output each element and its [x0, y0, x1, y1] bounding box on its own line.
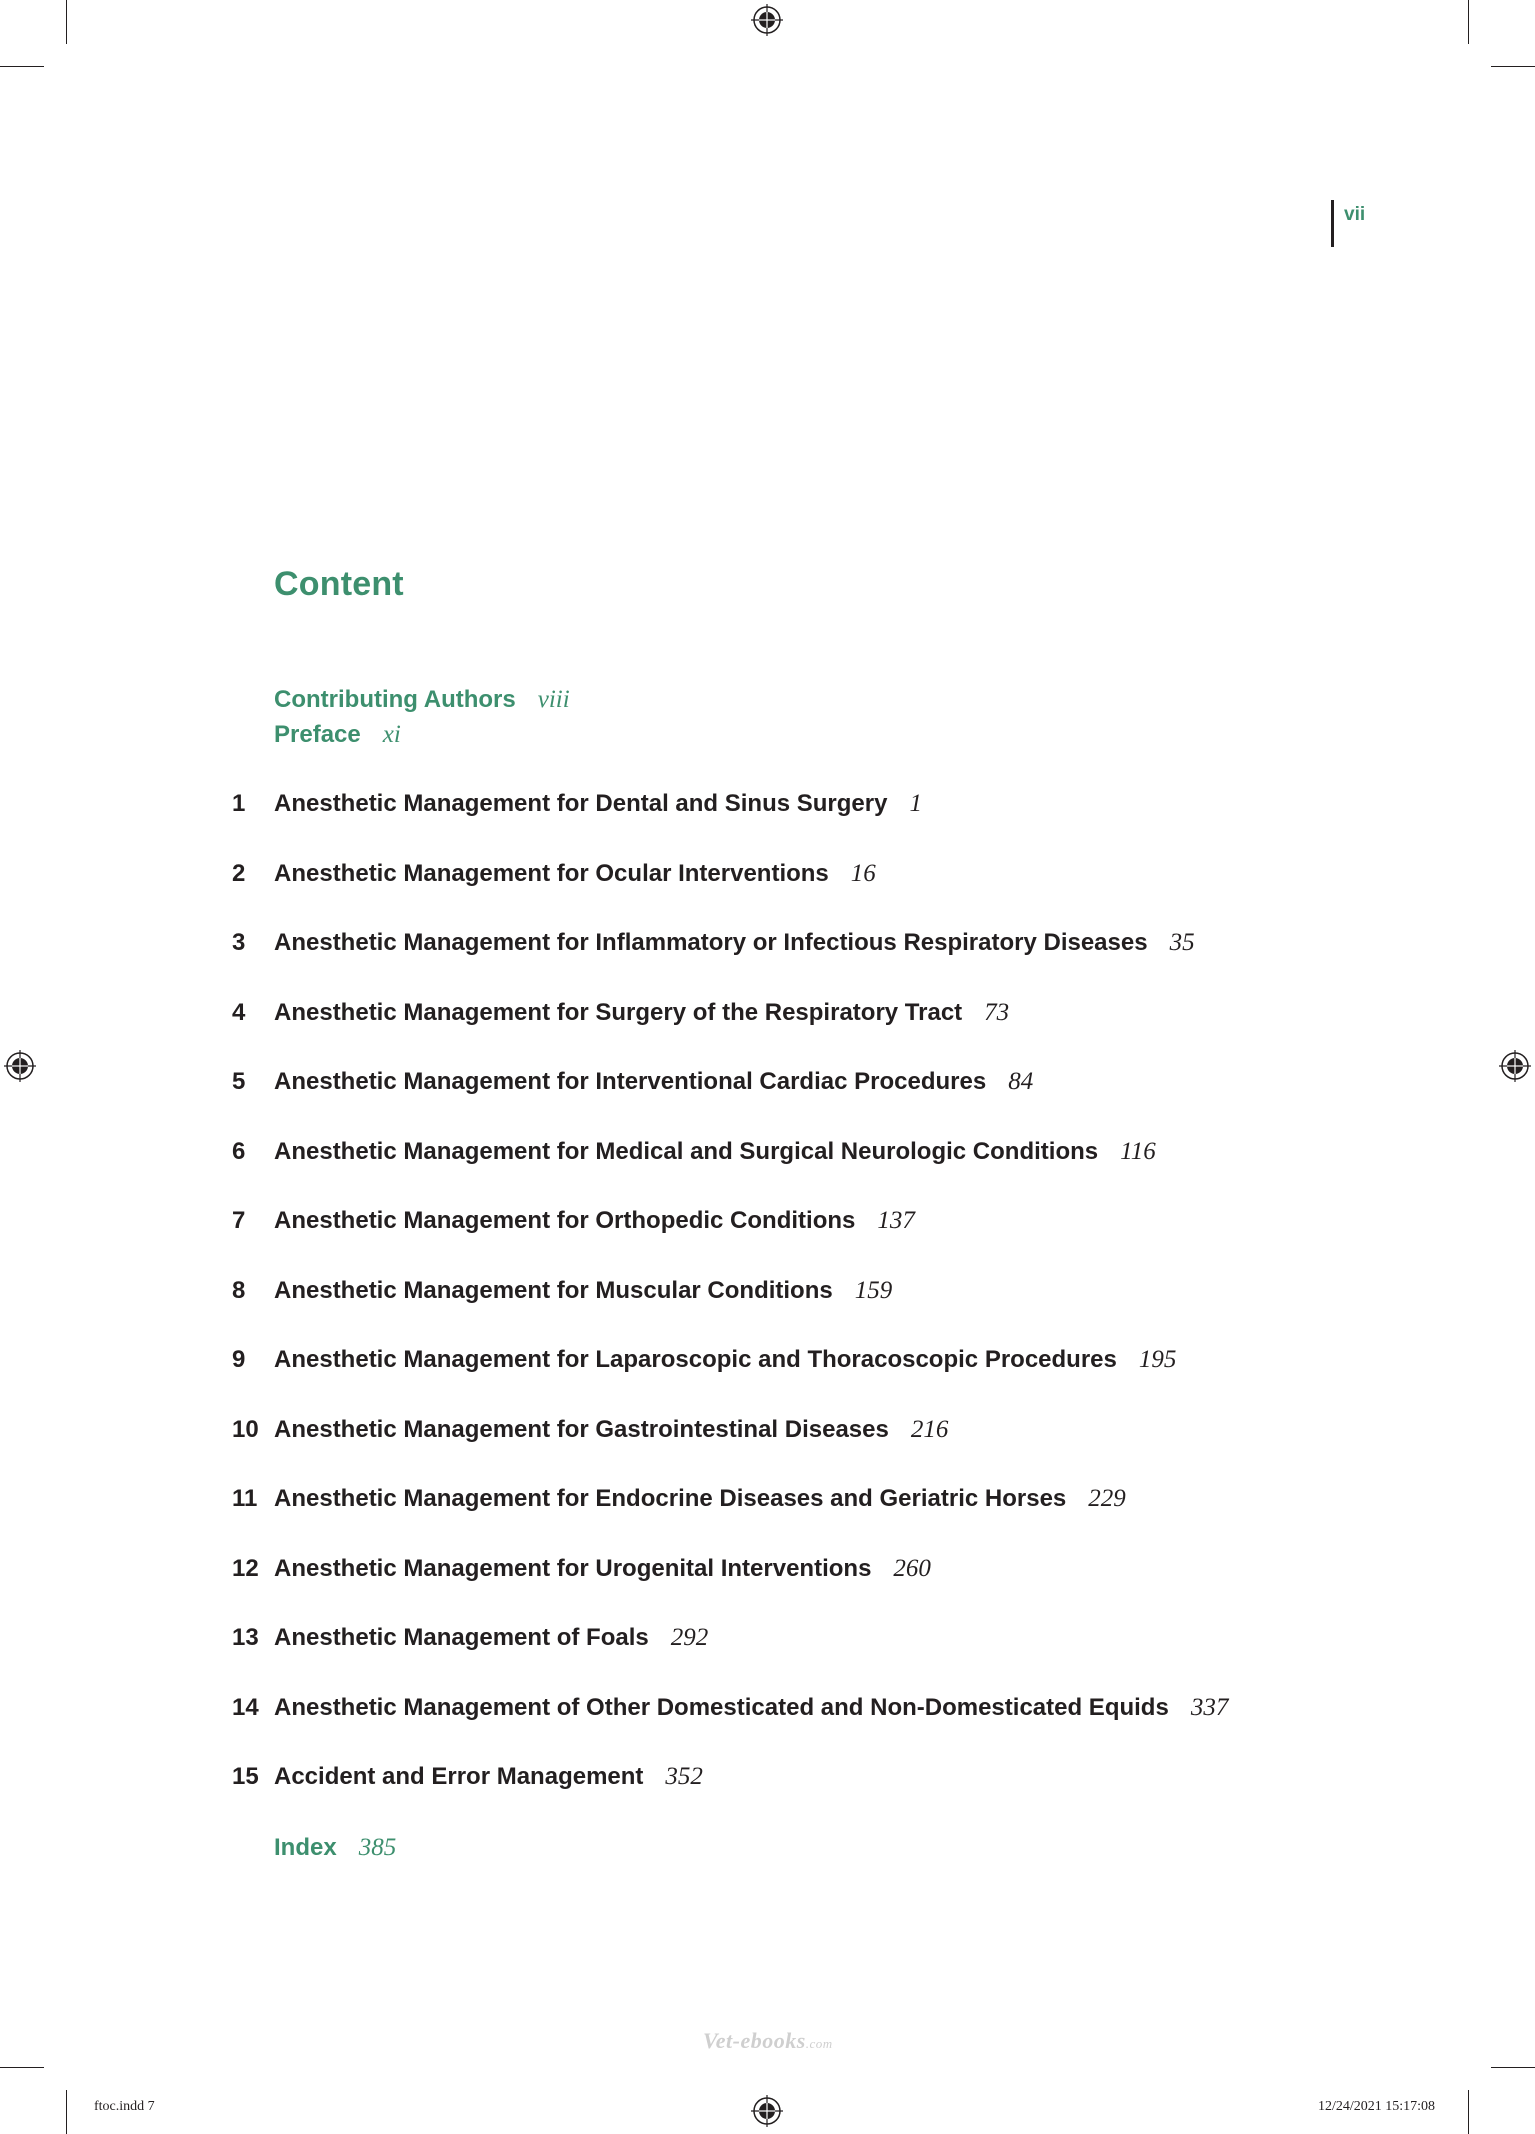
chapter-page: 337: [1190, 1693, 1229, 1721]
chapter-title: Anesthetic Management for Medical and Surgical Neurologic Conditions: [274, 1137, 1099, 1165]
running-head: [1331, 200, 1365, 247]
slug-filename: ftoc.indd 7: [94, 2099, 155, 2114]
watermark-text: Vet-ebooks: [703, 2028, 806, 2053]
chapter-number: 7: [232, 1207, 246, 1234]
registration-mark-icon: [1499, 1050, 1531, 1082]
chapter-title: Anesthetic Management for Surgery of the Respiratory Tract: [274, 998, 963, 1026]
chapter-number: 14: [232, 1693, 259, 1721]
chapter-title: Accident and Error Management: [274, 1763, 644, 1790]
toc-entry-label: Contributing Authors: [274, 686, 516, 713]
chapter-title: Anesthetic Management of Other Domesticated and Non-Domesticated Equids: [274, 1693, 1169, 1721]
chapter-title: Anesthetic Management for Endocrine Diseases and Geriatric Horses: [274, 1485, 1067, 1512]
chapter-title: Anesthetic Management for Interventional Cardiac Procedures: [274, 1068, 987, 1095]
chapter-page: 352: [665, 1763, 703, 1790]
chapter-page: 35: [1169, 929, 1195, 956]
chapter-number: 1: [232, 790, 246, 817]
chapter-title: Anesthetic Management for Gastrointestinal Diseases: [274, 1415, 889, 1443]
crop-mark-bottom-left: [0, 2067, 44, 2068]
crop-mark-top-left: [66, 0, 67, 44]
chapter-page: 16: [850, 859, 876, 887]
chapter-page: 116: [1120, 1137, 1156, 1165]
chapter-page: 1: [909, 790, 922, 817]
toc-entry-index[interactable]: [274, 1830, 396, 1869]
page-title: Content: [274, 565, 404, 603]
front-matter-list: [274, 682, 570, 752]
chapter-number: 11: [232, 1485, 258, 1512]
watermark-logo: [703, 2028, 833, 2054]
chapter-page: 260: [893, 1554, 931, 1582]
chapter-page: 73: [984, 998, 1010, 1026]
chapter-number: 8: [232, 1276, 246, 1304]
toc-entry-page: viii: [537, 686, 570, 713]
crop-mark-bottom-right: [1491, 2067, 1535, 2068]
chapter-number: 9: [232, 1346, 246, 1373]
toc-entry-contributing-authors[interactable]: [274, 682, 570, 717]
chapter-page: 137: [877, 1207, 915, 1234]
chapter-title: Anesthetic Management for Inflammatory or Infectious Respiratory Diseases: [274, 929, 1148, 956]
chapter-page: 292: [670, 1624, 709, 1651]
chapter-title: Anesthetic Management of Foals: [274, 1624, 649, 1651]
crop-mark-top-right: [1468, 0, 1469, 44]
chapter-number: 2: [232, 859, 246, 887]
chapter-page: 84: [1008, 1068, 1034, 1095]
chapter-title: Anesthetic Management for Muscular Conditions: [274, 1276, 833, 1304]
chapter-number: 12: [232, 1554, 259, 1582]
chapter-page: 229: [1088, 1485, 1126, 1512]
chapter-title: Anesthetic Management for Orthopedic Conditions: [274, 1207, 856, 1234]
registration-mark-icon: [751, 2095, 783, 2127]
toc-entry-page: 385: [358, 1834, 397, 1861]
registration-mark-icon: [4, 1050, 36, 1082]
toc-entry-label: Index: [274, 1834, 337, 1861]
chapter-title: Anesthetic Management for Urogenital Interventions: [274, 1554, 872, 1582]
chapter-title: Anesthetic Management for Ocular Interventions: [274, 859, 829, 887]
slug-timestamp: 12/24/2021 15:17:08: [1317, 2099, 1435, 2114]
chapter-page: 159: [854, 1276, 893, 1304]
toc-entry-page: xi: [382, 721, 401, 748]
chapter-number: 15: [232, 1763, 259, 1790]
chapter-number: 3: [232, 929, 246, 956]
chapter-title: Anesthetic Management for Dental and Sinus Surgery: [274, 790, 888, 817]
crop-mark-top-left: [0, 66, 44, 67]
chapter-number: 5: [232, 1068, 246, 1095]
chapter-page: 216: [910, 1415, 949, 1443]
chapter-number: 4: [232, 998, 246, 1026]
chapter-title: Anesthetic Management for Laparoscopic and Thoracoscopic Procedures: [274, 1346, 1117, 1373]
chapter-number: 13: [232, 1624, 259, 1651]
crop-mark-bottom-left: [66, 2090, 67, 2134]
watermark-suffix: .com: [805, 2036, 833, 2051]
toc-entry-preface[interactable]: [274, 717, 570, 752]
toc-entry-label: Preface: [274, 721, 361, 748]
page-number-label: vii: [1344, 204, 1366, 225]
crop-mark-top-right: [1491, 66, 1535, 67]
chapter-number: 10: [232, 1415, 259, 1443]
registration-mark-icon: [751, 4, 783, 36]
chapter-page: 195: [1138, 1346, 1177, 1373]
crop-mark-bottom-right: [1468, 2090, 1469, 2134]
chapter-number: 6: [232, 1137, 246, 1165]
